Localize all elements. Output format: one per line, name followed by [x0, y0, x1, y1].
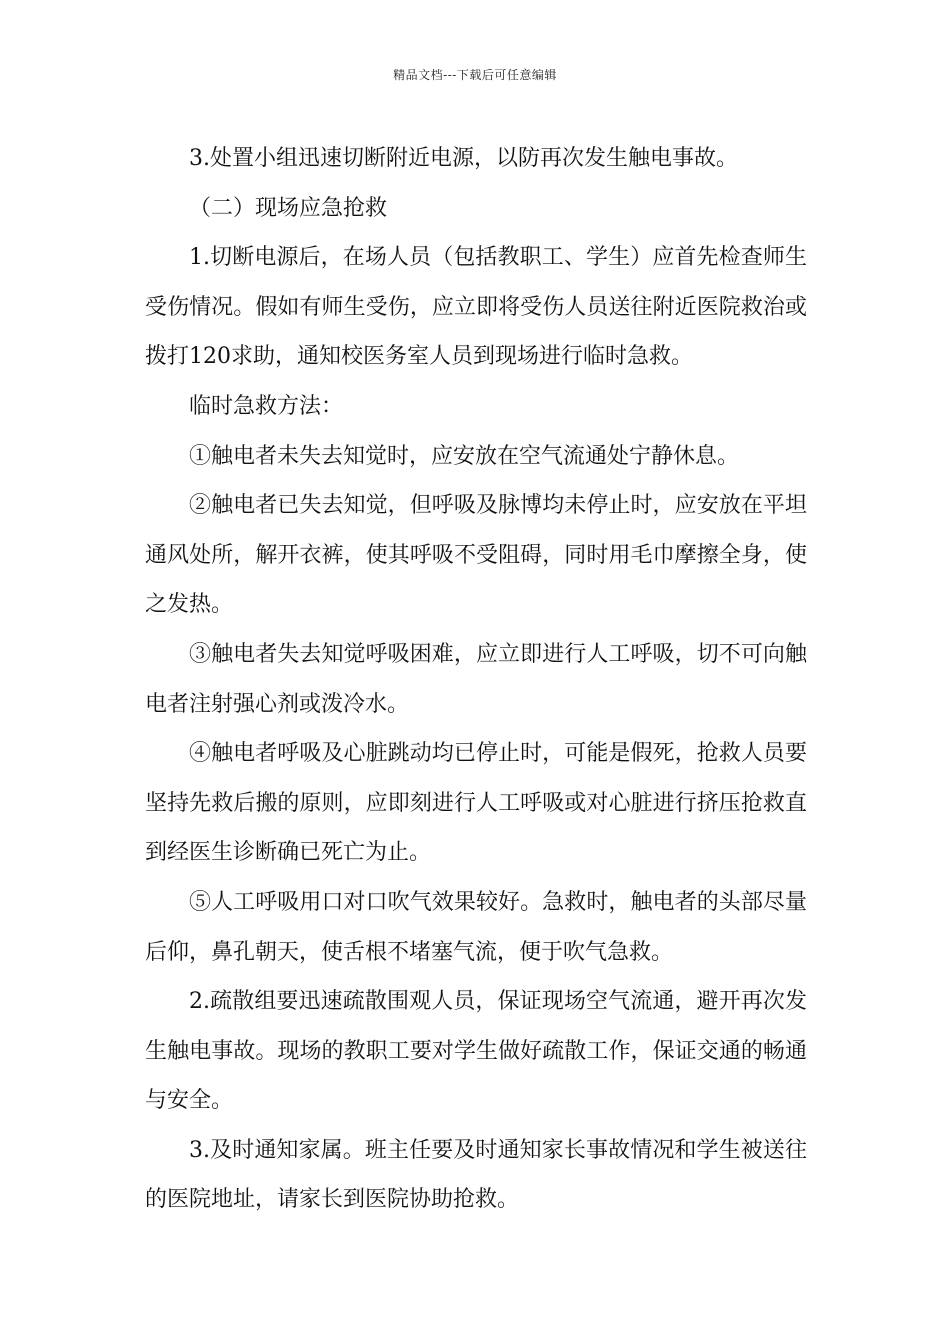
- paragraph-method-2: ②触电者已失去知觉，但呼吸及脉博均未停止时，应安放在平坦通风处所，解开衣裤，使其呼吸不受阻碍，同时用毛巾摩擦全身，使之发热。: [145, 493, 807, 618]
- paragraph-power-cut: 3.处置小组迅速切断附近电源，以防再次发生触电事故。: [189, 146, 738, 171]
- paragraph-method-4: ④触电者呼吸及心脏跳动均已停止时，可能是假死，抢救人员要坚持先救后搬的原则，应即刻进行人工呼吸或对心脏进行挤压抢救直到经医生诊断确已死亡为止。: [145, 741, 807, 866]
- document-body: [145, 134, 807, 1225]
- paragraph-evacuation: 2.疏散组要迅速疏散围观人员，保证现场空气流通，避开再次发生触电事故。现场的教职工要对学生做好疏散工作，保证交通的畅通与安全。: [145, 989, 807, 1114]
- paragraph-method-5: ⑤人工呼吸用口对口吹气效果较好。急救时，触电者的头部尽量后仰，鼻孔朝天，使舌根不堵塞气流，便于吹气急救。: [145, 889, 807, 965]
- paragraph-method-3: ③触电者失去知觉呼吸困难，应立即进行人工呼吸，切不可向触电者注射强心剂或泼冷水。: [145, 641, 807, 717]
- paragraph-method-1: ①触电者未失去知觉时，应安放在空气流通处宁静休息。: [189, 443, 740, 469]
- paragraph-notify-family: 3.及时通知家属。班主任要及时通知家长事故情况和学生被送往的医院地址，请家长到医院协助抢救。: [145, 1137, 807, 1213]
- page-header: 精品文档---下载后可任意编辑: [393, 68, 557, 82]
- section-heading-onsite-rescue: （二）现场应急抢救: [189, 195, 388, 221]
- paragraph-first-aid-methods-label: 临时急救方法：: [189, 393, 344, 419]
- paragraph-check-injuries: 1.切断电源后，在场人员（包括教职工、学生）应首先检查师生受伤情况。假如有师生受伤，应立即将受伤人员送往附近医院救治或拨打120求助，通知校医务室人员到现场进行临时急救。: [145, 245, 807, 370]
